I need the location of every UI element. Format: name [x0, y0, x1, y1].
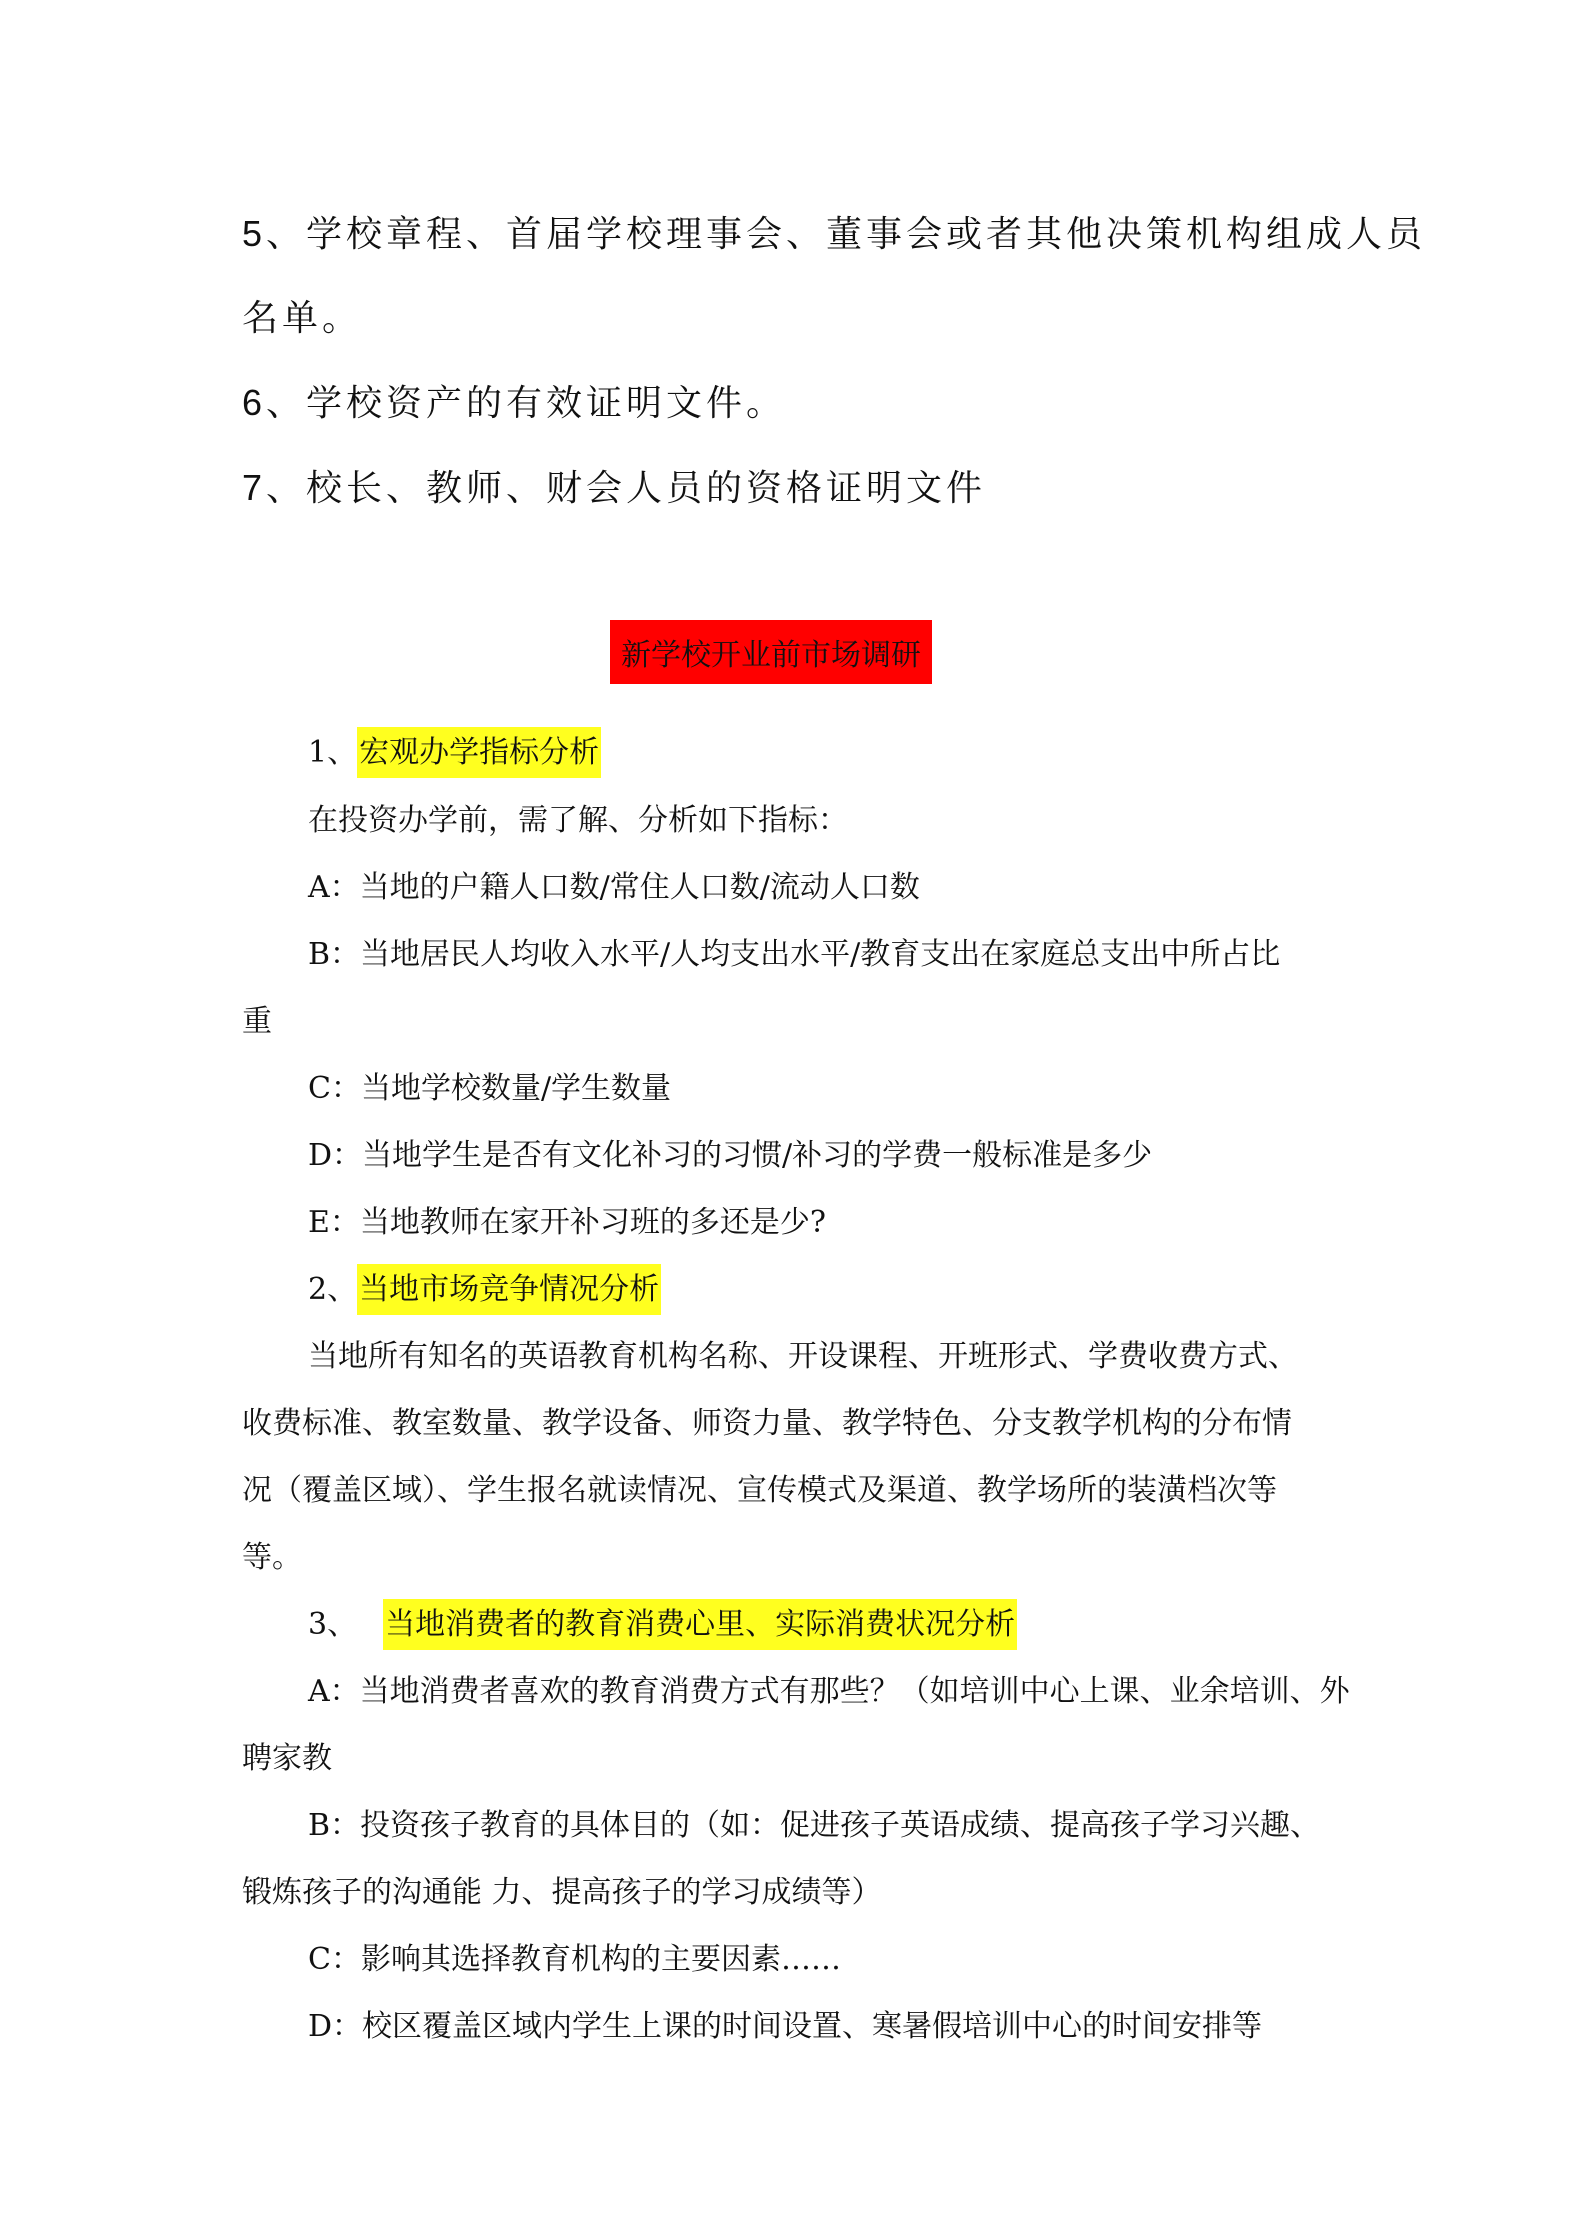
- section2-heading: 当地市场竞争情况分析: [357, 1264, 661, 1315]
- section1-item-b-line1: B：当地居民人均收入水平/人均支出水平/教育支出在家庭总支出中所占比: [308, 937, 1281, 972]
- section2-paragraph-line3: 况（覆盖区域）、学生报名就读情况、宣传模式及渠道、教学场所的装潢档次等: [242, 1473, 1277, 1508]
- section2-number: 2、: [308, 1272, 358, 1307]
- section1-item-d: D：当地学生是否有文化补习的习惯/补习的学费一般标准是多少: [308, 1138, 1153, 1173]
- section3-item-d: D：校区覆盖区域内学生上课的时间设置、寒暑假培训中心的时间安排等: [308, 2009, 1263, 2044]
- section1-item-b-line2: 重: [242, 1004, 272, 1039]
- section-title-box: [610, 620, 932, 684]
- section1-number: 1、: [308, 735, 358, 770]
- section1-item-c: C：当地学校数量/学生数量: [308, 1071, 672, 1106]
- section3-heading-row: [308, 1607, 1017, 1642]
- section2-paragraph-line1: 当地所有知名的英语教育机构名称、开设课程、开班形式、学费收费方式、: [308, 1339, 1298, 1374]
- section-title: 新学校开业前市场调研: [621, 638, 921, 673]
- list-item-5-line1: 5、学校章程、首届学校理事会、董事会或者其他决策机构组成人员: [242, 213, 1427, 254]
- section2-paragraph-line2: 收费标准、教室数量、教学设备、师资力量、教学特色、分支教学机构的分布情: [242, 1406, 1292, 1441]
- section2-heading-row: [308, 1272, 661, 1307]
- section1-item-e: E：当地教师在家开补习班的多还是少?: [308, 1205, 826, 1240]
- list-item-7: 7、校长、教师、财会人员的资格证明文件: [242, 467, 987, 508]
- list-item-6: 6、学校资产的有效证明文件。: [242, 382, 787, 423]
- list-item-5-line2: 名单。: [242, 297, 363, 338]
- section3-item-b-line2: 锻炼孩子的沟通能 力、提高孩子的学习成绩等）: [242, 1875, 882, 1910]
- section3-item-c: C：影响其选择教育机构的主要因素……: [308, 1942, 841, 1977]
- section3-number: 3、: [308, 1607, 358, 1642]
- section3-heading: 当地消费者的教育消费心里、实际消费状况分析: [383, 1599, 1017, 1650]
- section1-heading-row: [308, 735, 601, 770]
- section3-item-a-line1: A：当地消费者喜欢的教育消费方式有那些？（如培训中心上课、业余培训、外: [308, 1674, 1350, 1709]
- section1-item-a: A：当地的户籍人口数/常住人口数/流动人口数: [308, 870, 920, 905]
- section1-heading: 宏观办学指标分析: [357, 727, 601, 778]
- section3-item-a-line2: 聘家教: [242, 1741, 332, 1776]
- section3-item-b-line1: B：投资孩子教育的具体目的（如：促进孩子英语成绩、提高孩子学习兴趣、: [308, 1808, 1321, 1843]
- section1-intro: 在投资办学前，需了解、分析如下指标：: [308, 803, 848, 838]
- section2-paragraph-line4: 等。: [242, 1540, 302, 1575]
